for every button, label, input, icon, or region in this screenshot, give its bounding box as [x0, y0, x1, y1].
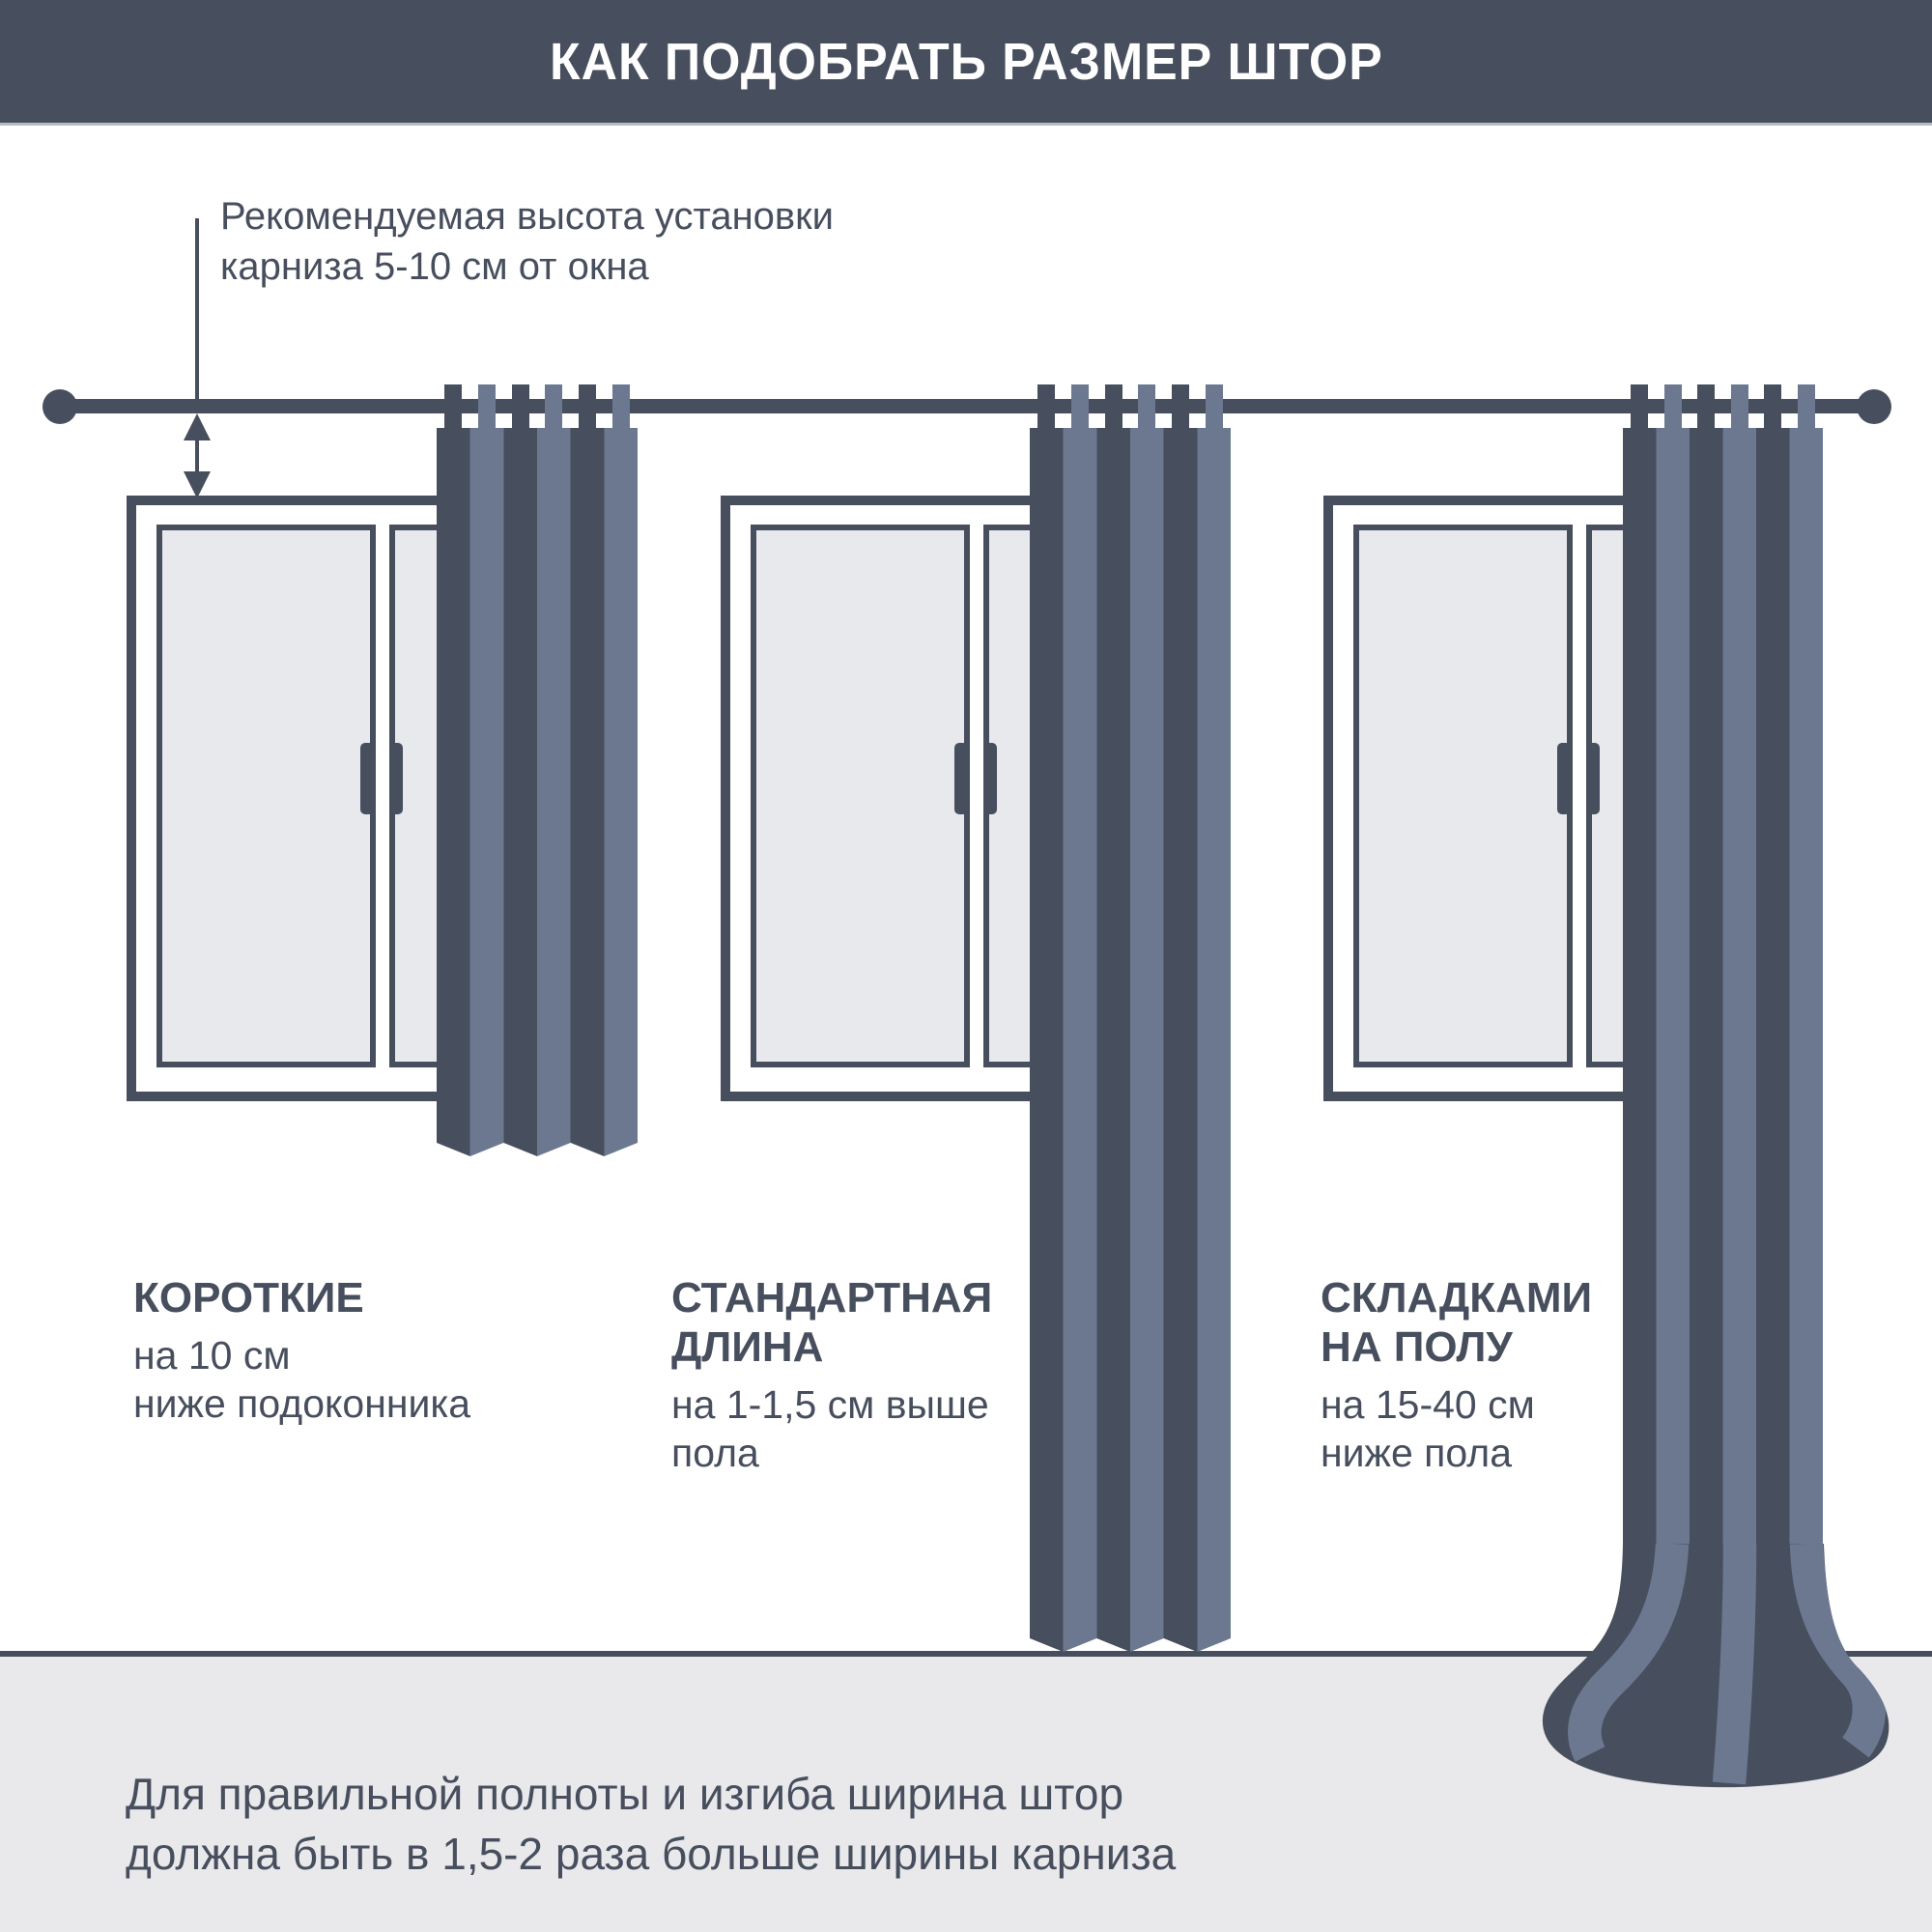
double-arrow-icon	[180, 413, 214, 498]
rod-finial-right-icon	[1857, 389, 1891, 424]
curtain-tab	[1631, 384, 1648, 428]
window-2-handle-right-icon	[983, 743, 997, 814]
label-floor-pool-title-2: НА ПОЛУ	[1321, 1323, 1513, 1371]
window-1-handle-right-icon	[389, 743, 403, 814]
curtain-tab	[545, 384, 562, 428]
label-standard-title-2: ДЛИНА	[671, 1323, 824, 1371]
curtain-tab	[1071, 384, 1089, 428]
annotation-line-1: Рекомендуемая высота установки	[220, 195, 834, 238]
curtain-floor-pool	[1623, 384, 1823, 1546]
annotation-line-2: карниза 5-10 см от окна	[220, 245, 649, 288]
window-1-handle-left-icon	[360, 743, 374, 814]
label-floor-pool-desc-2: ниже пола	[1321, 1431, 1512, 1475]
curtain-standard-tabs	[1030, 384, 1231, 428]
curtain-tab	[579, 384, 596, 428]
curtain-tab	[1697, 384, 1715, 428]
curtain-short-tabs	[437, 384, 638, 428]
curtain-short-body	[437, 428, 638, 1156]
label-standard-desc-2: пола	[671, 1431, 759, 1475]
label-short-desc-2: ниже подоконника	[133, 1381, 471, 1426]
curtain-short	[437, 384, 638, 1156]
footer-note-line-2: должна быть в 1,5-2 раза больше ширины карниза	[126, 1829, 1177, 1879]
header-bar	[0, 0, 1932, 126]
curtain-tab	[1105, 384, 1122, 428]
label-short-title: КОРОТКИЕ	[133, 1274, 364, 1321]
label-short-desc-1: на 10 см	[133, 1333, 291, 1378]
curtain-tab	[1138, 384, 1155, 428]
window-3-handle-left-icon	[1557, 743, 1571, 814]
label-standard-desc-1: на 1-1,5 см выше	[671, 1382, 989, 1427]
curtain-tab	[1037, 384, 1055, 428]
curtain-tab	[1798, 384, 1815, 428]
label-floor-pool-title-1: СКЛАДКАМИ	[1321, 1274, 1593, 1321]
window-3-handle-right-icon	[1586, 743, 1600, 814]
curtain-floor-pool-tabs	[1623, 384, 1823, 428]
window-2-handle-left-icon	[954, 743, 968, 814]
curtain-standard	[1030, 384, 1231, 1652]
label-standard	[671, 1273, 992, 1477]
measure-line	[195, 218, 199, 402]
curtain-pool-icon	[1488, 1544, 1932, 1797]
curtain-tab	[444, 384, 462, 428]
curtain-tab	[1764, 384, 1781, 428]
label-floor-pool-desc-1: на 15-40 см	[1321, 1382, 1535, 1427]
window-3-pane-left	[1353, 525, 1573, 1067]
page-title: КАК ПОДОБРАТЬ РАЗМЕР ШТОР	[549, 32, 1383, 91]
rod-finial-left-icon	[43, 389, 77, 424]
window-1-pane-left	[156, 525, 376, 1067]
label-short	[133, 1273, 470, 1428]
rod-height-annotation	[220, 191, 834, 292]
curtain-standard-body	[1030, 428, 1231, 1652]
curtain-tab	[478, 384, 496, 428]
curtain-floor-pool-body	[1623, 428, 1823, 1546]
curtain-tab	[1172, 384, 1189, 428]
curtain-tab	[1206, 384, 1223, 428]
footer-note	[126, 1764, 1176, 1884]
label-standard-title-1: СТАНДАРТНАЯ	[671, 1274, 993, 1321]
curtain-tab	[1731, 384, 1748, 428]
curtain-tab	[612, 384, 630, 428]
curtain-rod	[60, 399, 1876, 413]
window-2-pane-left	[751, 525, 970, 1067]
curtain-tab	[1664, 384, 1682, 428]
curtain-tab	[512, 384, 529, 428]
footer-note-line-1: Для правильной полноты и изгиба ширина штор	[126, 1769, 1124, 1819]
label-floor-pool	[1321, 1273, 1592, 1477]
